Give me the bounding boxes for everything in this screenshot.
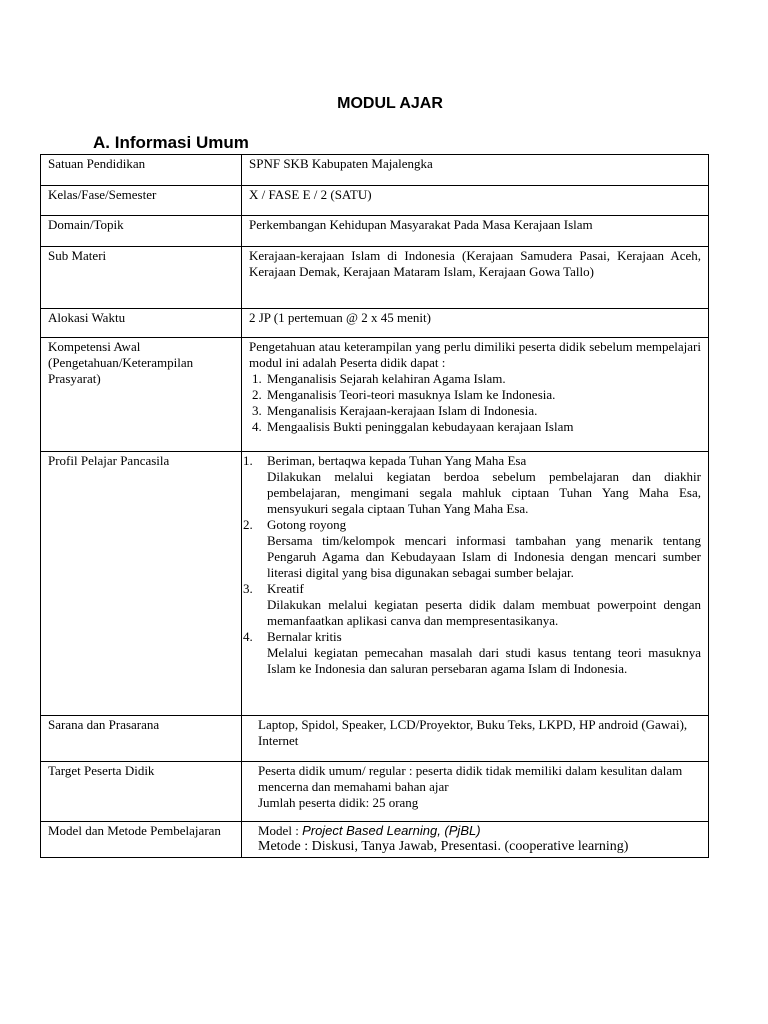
- table-row: [41, 216, 709, 247]
- kompetensi-intro: Pengetahuan atau keterampilan yang perlu dimiliki peserta didik sebelum mempelajari modul ini adalah Peserta didik dapat :: [249, 339, 701, 370]
- metode-prefix: Metode :: [258, 839, 312, 854]
- list-item: 1. Menganalisis Sejarah kelahiran Agama Islam.: [265, 371, 701, 387]
- label-sarana: Sarana dan Prasarana: [41, 716, 242, 762]
- section-heading: A. Informasi Umum: [93, 133, 249, 152]
- label-target: Target Peserta Didik: [41, 762, 242, 822]
- list-item: 2. Menganalisis Teori-teori masuknya Islam ke Indonesia.: [265, 387, 701, 403]
- value-kelas: X / FASE E / 2 (SATU): [242, 186, 709, 216]
- label-model: Model dan Metode Pembelajaran: [41, 822, 242, 858]
- label-kelas: Kelas/Fase/Semester: [41, 186, 242, 216]
- page-title: MODUL AJAR: [337, 95, 443, 112]
- value-satuan: SPNF SKB Kabupaten Majalengka: [242, 155, 709, 186]
- list-item: [243, 453, 701, 517]
- metode-extra: (cooperative learning): [504, 839, 629, 854]
- value-alokasi: 2 JP (1 pertemuan @ 2 x 45 menit): [242, 309, 709, 338]
- info-table: [40, 154, 709, 858]
- table-row: [41, 716, 709, 762]
- item-number: 1.: [243, 453, 253, 468]
- metode-line: [258, 839, 701, 855]
- value-sarana: Laptop, Spidol, Speaker, LCD/Proyektor, Buku Teks, LKPD, HP android (Gawai), Internet: [242, 716, 709, 762]
- item-title: Bernalar kritis: [267, 629, 342, 644]
- item-desc: Dilakukan melalui kegiatan peserta didik dalam membuat powerpoint dengan memanfaatkan aplikasi canva dan mempresentasikanya.: [267, 597, 701, 628]
- list-item: [243, 629, 701, 677]
- target-count: Jumlah peserta didik: 25 orang: [258, 795, 419, 810]
- list-item: [243, 517, 701, 581]
- profil-list: [243, 453, 701, 677]
- value-profil: [242, 452, 709, 716]
- list-item: 3. Menganalisis Kerajaan-kerajaan Islam di Indonesia.: [265, 403, 701, 419]
- label-kompetensi: Kompetensi Awal (Pengetahuan/Keterampilan Prasyarat): [41, 338, 242, 452]
- value-target: [242, 762, 709, 822]
- kompetensi-list: [249, 371, 701, 435]
- item-desc: Melalui kegiatan pemecahan masalah dari studi kasus tentang teori masuknya Islam ke Indonesia dan saluran persebaran agama Islam di Indonesia.: [267, 645, 701, 676]
- value-sub-materi: Kerajaan-kerajaan Islam di Indonesia (Kerajaan Samudera Pasai, Kerajaan Aceh, Kerajaan Demak, Kerajaan Mataram Islam, Kerajaan Gowa Tallo): [242, 247, 709, 309]
- model-line: [258, 823, 701, 839]
- list-item: [243, 581, 701, 629]
- model-value: Project Based Learning, (PjBL): [302, 823, 481, 838]
- item-title: Kreatif: [267, 581, 304, 596]
- metode-value: Diskusi, Tanya Jawab, Presentasi.: [311, 839, 501, 854]
- label-satuan: Satuan Pendidikan: [41, 155, 242, 186]
- item-number: 3.: [243, 581, 253, 596]
- list-item: 4. Mengaalisis Bukti peninggalan kebudayaan kerajaan Islam: [265, 419, 701, 435]
- table-row: [41, 762, 709, 822]
- label-domain: Domain/Topik: [41, 216, 242, 247]
- value-domain: Perkembangan Kehidupan Masyarakat Pada Masa Kerajaan Islam: [242, 216, 709, 247]
- target-line: Peserta didik umum/ regular : peserta didik tidak memiliki dalam kesulitan dalam mencerna dan memahami bahan ajar: [258, 763, 683, 794]
- label-sub-materi: Sub Materi: [41, 247, 242, 309]
- model-prefix: Model :: [258, 823, 303, 838]
- value-model: [242, 822, 709, 858]
- table-row: [41, 452, 709, 716]
- table-row: [41, 338, 709, 452]
- table-row: [41, 155, 709, 186]
- item-number: 4.: [243, 629, 253, 644]
- table-row: [41, 186, 709, 216]
- item-title: Beriman, bertaqwa kepada Tuhan Yang Maha Esa: [267, 453, 527, 468]
- label-profil: Profil Pelajar Pancasila: [41, 452, 242, 716]
- table-row: [41, 247, 709, 309]
- item-number: 2.: [243, 517, 253, 532]
- table-row: [41, 822, 709, 858]
- item-desc: Dilakukan melalui kegiatan berdoa sebelum pembelajaran dan diakhir pembelajaran, mengimani segala mahluk ciptaan Tuhan Yang Maha Esa, mensyukuri segala ciptaan Tuhan Yang Maha Esa.: [267, 469, 701, 516]
- value-kompetensi: [242, 338, 709, 452]
- item-desc: Bersama tim/kelompok mencari informasi tambahan yang menarik tentang Pengaruh Agama dan Kebudayaan Islam di Indonesia dengan mencari sumber literasi digital yang bisa digunakan sebagai sumber belajar.: [267, 533, 701, 580]
- item-title: Gotong royong: [267, 517, 347, 532]
- label-alokasi: Alokasi Waktu: [41, 309, 242, 338]
- table-row: [41, 309, 709, 338]
